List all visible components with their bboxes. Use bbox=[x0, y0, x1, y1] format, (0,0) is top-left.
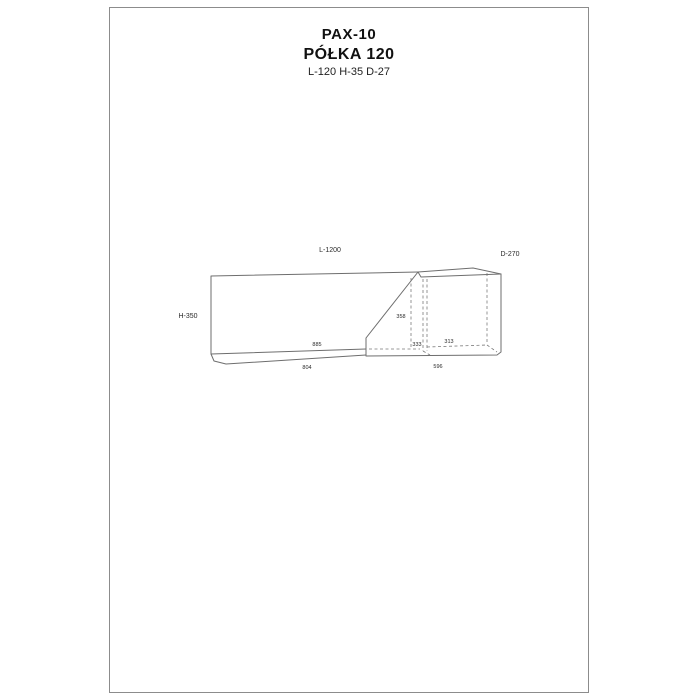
product-size-subtitle: L-120 H-35 D-27 bbox=[308, 66, 390, 78]
inner-height-number: 333 bbox=[412, 342, 422, 348]
hidden-edge-inner-bottom bbox=[427, 345, 487, 347]
product-name-title: PÓŁKA 120 bbox=[303, 46, 395, 63]
depth-dimension-label: D-270 bbox=[500, 251, 520, 258]
hidden-edge-corner-left bbox=[423, 351, 430, 355]
right-box-outline bbox=[366, 268, 501, 356]
shelf-top-edge bbox=[211, 349, 366, 354]
diagonal-height-number: 358 bbox=[396, 314, 406, 320]
inner-depth-number: 313 bbox=[444, 339, 454, 345]
product-model-title: PAX-10 bbox=[321, 26, 377, 43]
shelf-width-number: 804 bbox=[302, 365, 312, 371]
back-width-number: 885 bbox=[312, 342, 322, 348]
right-width-number: 596 bbox=[433, 364, 443, 370]
shelf-solid-edges bbox=[211, 268, 501, 364]
length-dimension-label: L-1200 bbox=[319, 247, 341, 254]
height-dimension-label: H-350 bbox=[178, 313, 198, 320]
shelf-hidden-edges bbox=[369, 273, 497, 355]
dimension-labels bbox=[178, 247, 519, 320]
hidden-edge-corner-right bbox=[487, 345, 497, 352]
top-panel-front-edge bbox=[418, 272, 501, 277]
